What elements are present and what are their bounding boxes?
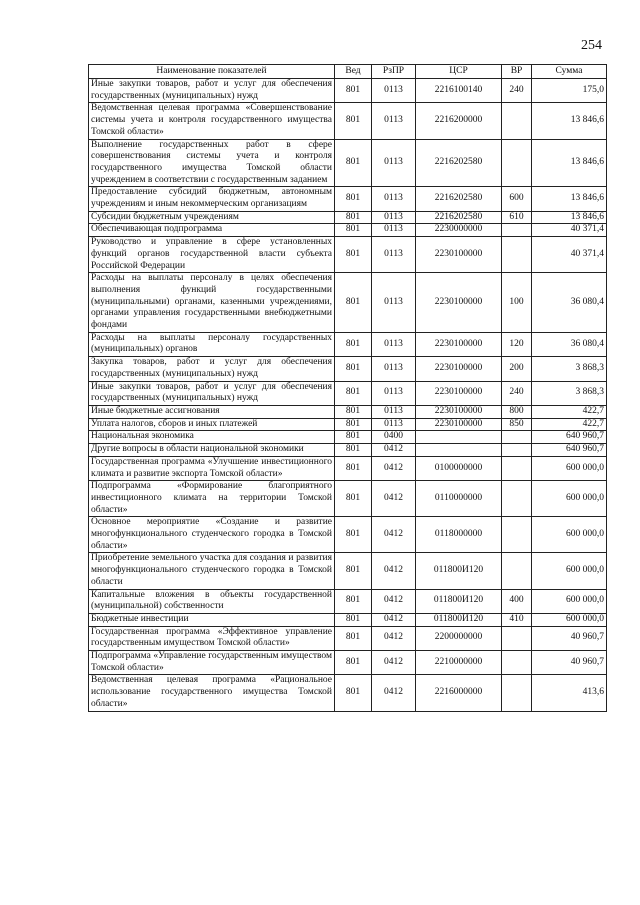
table-row [89,553,607,589]
cell-csr: 011800И120 [416,553,502,589]
cell-rzpr: 0113 [372,332,416,356]
cell-ved: 801 [335,418,372,431]
cell-sum: 13 846,6 [532,187,607,211]
cell-csr: 2230100000 [416,405,502,418]
cell-vr [502,626,532,650]
cell-sum: 175,0 [532,79,607,103]
cell-csr: 0110000000 [416,481,502,517]
cell-csr: 2216202580 [416,187,502,211]
cell-ved: 801 [335,651,372,675]
cell-vr [502,431,532,444]
cell-name: Закупка товаров, работ и услуг для обеспечения государственных (муниципальных) нужд [89,357,335,381]
header-rzpr: РзПР [372,65,416,79]
cell-vr [502,444,532,457]
cell-ved: 801 [335,517,372,553]
cell-vr: 610 [502,211,532,224]
cell-sum: 413,6 [532,675,607,711]
cell-rzpr: 0412 [372,481,416,517]
cell-vr [502,139,532,187]
cell-csr: 2216202580 [416,139,502,187]
cell-rzpr: 0412 [372,444,416,457]
table-row [89,224,607,237]
cell-sum: 40 371,4 [532,224,607,237]
cell-sum: 40 960,7 [532,626,607,650]
cell-vr: 200 [502,357,532,381]
cell-sum: 600 000,0 [532,456,607,480]
cell-vr [502,675,532,711]
cell-name: Приобретение земельного участка для создания и развития многофункционального студенческого городка в Томской области [89,553,335,589]
cell-name: Расходы на выплаты персоналу в целях обеспечения выполнения функций государственными (муниципальными) органами, казенными учреждениями, органами управления государственными внебюджетными фондами [89,273,335,333]
table-row [89,187,607,211]
table-row [89,79,607,103]
cell-ved: 801 [335,224,372,237]
cell-ved: 801 [335,553,372,589]
cell-vr [502,481,532,517]
cell-ved: 801 [335,187,372,211]
cell-ved: 801 [335,613,372,626]
cell-ved: 801 [335,675,372,711]
cell-csr: 0100000000 [416,456,502,480]
cell-vr [502,224,532,237]
table-row [89,431,607,444]
cell-ved: 801 [335,79,372,103]
cell-sum: 600 000,0 [532,481,607,517]
cell-rzpr: 0412 [372,613,416,626]
table-row [89,589,607,613]
cell-ved: 801 [335,357,372,381]
cell-csr: 2230100000 [416,237,502,273]
table-row [89,273,607,333]
cell-vr [502,103,532,139]
cell-sum: 640 960,7 [532,444,607,457]
header-csr: ЦСР [416,65,502,79]
table-row [89,675,607,711]
header-sum: Сумма [532,65,607,79]
cell-rzpr: 0412 [372,589,416,613]
cell-rzpr: 0412 [372,651,416,675]
cell-csr: 2230100000 [416,357,502,381]
table-row [89,237,607,273]
table-row [89,418,607,431]
cell-sum: 422,7 [532,418,607,431]
cell-name: Другие вопросы в области национальной экономики [89,444,335,457]
cell-rzpr: 0113 [372,273,416,333]
table-row [89,651,607,675]
cell-name: Руководство и управление в сфере установленных функций органов государственной власти субъекта Российской Федерации [89,237,335,273]
cell-ved: 801 [335,456,372,480]
cell-name: Подпрограмма «Управление государственным имуществом Томской области» [89,651,335,675]
table-row [89,405,607,418]
cell-name: Расходы на выплаты персоналу государственных (муниципальных) органов [89,332,335,356]
cell-csr: 2230100000 [416,332,502,356]
cell-csr: 2230100000 [416,273,502,333]
cell-vr: 410 [502,613,532,626]
cell-rzpr: 0113 [372,211,416,224]
cell-csr: 2230100000 [416,418,502,431]
cell-csr: 2200000000 [416,626,502,650]
cell-ved: 801 [335,405,372,418]
cell-rzpr: 0113 [372,224,416,237]
cell-ved: 801 [335,444,372,457]
cell-rzpr: 0113 [372,79,416,103]
cell-name: Основное мероприятие «Создание и развитие многофункционального студенческого городка в Томской области» [89,517,335,553]
cell-csr: 2216100140 [416,79,502,103]
cell-vr [502,237,532,273]
table-row [89,211,607,224]
cell-name: Иные бюджетные ассигнования [89,405,335,418]
table-row [89,481,607,517]
table-row [89,357,607,381]
cell-sum: 36 080,4 [532,332,607,356]
cell-csr: 2210000000 [416,651,502,675]
cell-rzpr: 0400 [372,431,416,444]
cell-vr [502,651,532,675]
cell-rzpr: 0412 [372,553,416,589]
cell-vr: 800 [502,405,532,418]
table-row [89,444,607,457]
cell-rzpr: 0113 [372,139,416,187]
cell-name: Иные закупки товаров, работ и услуг для обеспечения государственных (муниципальных) нужд [89,79,335,103]
cell-csr: 2216000000 [416,675,502,711]
cell-vr: 400 [502,589,532,613]
cell-csr: 2216200000 [416,103,502,139]
cell-rzpr: 0412 [372,675,416,711]
cell-ved: 801 [335,139,372,187]
header-ved: Вед [335,65,372,79]
cell-csr: 011800И120 [416,589,502,613]
cell-name: Ведомственная целевая программа «Совершенствование системы учета и контроля государственного имущества Томской области» [89,103,335,139]
cell-name: Ведомственная целевая программа «Рациональное использование государственного имущества Томской области» [89,675,335,711]
cell-sum: 13 846,6 [532,211,607,224]
cell-ved: 801 [335,589,372,613]
cell-vr [502,456,532,480]
cell-vr: 850 [502,418,532,431]
header-name: Наименование показателей [89,65,335,79]
table-header-row [89,65,607,79]
table-row [89,103,607,139]
cell-sum: 3 868,3 [532,357,607,381]
budget-table [88,64,607,712]
cell-name: Национальная экономика [89,431,335,444]
cell-csr [416,444,502,457]
cell-name: Государственная программа «Улучшение инвестиционного климата и развитие экспорта Томской области» [89,456,335,480]
cell-rzpr: 0113 [372,405,416,418]
cell-sum: 36 080,4 [532,273,607,333]
cell-ved: 801 [335,103,372,139]
cell-name: Государственная программа «Эффективное управление государственным имуществом Томской области» [89,626,335,650]
cell-vr [502,517,532,553]
cell-rzpr: 0412 [372,456,416,480]
table-row [89,517,607,553]
cell-ved: 801 [335,481,372,517]
cell-sum: 600 000,0 [532,613,607,626]
cell-csr [416,431,502,444]
cell-csr: 2230100000 [416,381,502,405]
cell-vr: 120 [502,332,532,356]
cell-rzpr: 0113 [372,103,416,139]
cell-sum: 600 000,0 [532,589,607,613]
table-row [89,626,607,650]
cell-ved: 801 [335,273,372,333]
cell-csr: 2216202580 [416,211,502,224]
cell-ved: 801 [335,332,372,356]
cell-name: Выполнение государственных работ в сфере совершенствования системы учета и контроля государственного имущества Томской области учреждением в соответствии с государственным заданием [89,139,335,187]
table-row [89,332,607,356]
cell-vr: 240 [502,79,532,103]
cell-rzpr: 0113 [372,187,416,211]
cell-csr: 2230000000 [416,224,502,237]
cell-ved: 801 [335,626,372,650]
cell-name: Предоставление субсидий бюджетным, автономным учреждениям и иным некоммерческим организациям [89,187,335,211]
cell-name: Уплата налогов, сборов и иных платежей [89,418,335,431]
cell-ved: 801 [335,211,372,224]
cell-ved: 801 [335,381,372,405]
cell-sum: 13 846,6 [532,139,607,187]
cell-sum: 600 000,0 [532,553,607,589]
header-vr: ВР [502,65,532,79]
table-row [89,139,607,187]
cell-vr [502,553,532,589]
cell-rzpr: 0412 [372,517,416,553]
cell-sum: 600 000,0 [532,517,607,553]
cell-sum: 640 960,7 [532,431,607,444]
cell-rzpr: 0412 [372,626,416,650]
cell-name: Субсидии бюджетным учреждениям [89,211,335,224]
cell-rzpr: 0113 [372,381,416,405]
cell-vr: 600 [502,187,532,211]
cell-name: Капитальные вложения в объекты государственной (муниципальной) собственности [89,589,335,613]
cell-ved: 801 [335,431,372,444]
cell-csr: 0118000000 [416,517,502,553]
table-row [89,613,607,626]
table-row [89,381,607,405]
cell-name: Иные закупки товаров, работ и услуг для обеспечения государственных (муниципальных) нужд [89,381,335,405]
cell-name: Подпрограмма «Формирование благоприятного инвестиционного климата на территории Томской области» [89,481,335,517]
cell-vr: 100 [502,273,532,333]
table-row [89,456,607,480]
cell-sum: 40 371,4 [532,237,607,273]
cell-sum: 422,7 [532,405,607,418]
cell-sum: 13 846,6 [532,103,607,139]
table-body [89,79,607,712]
cell-sum: 3 868,3 [532,381,607,405]
cell-sum: 40 960,7 [532,651,607,675]
cell-rzpr: 0113 [372,237,416,273]
cell-rzpr: 0113 [372,418,416,431]
cell-ved: 801 [335,237,372,273]
page-number: 254 [581,38,602,53]
cell-rzpr: 0113 [372,357,416,381]
cell-vr: 240 [502,381,532,405]
cell-csr: 011800И120 [416,613,502,626]
cell-name: Обеспечивающая подпрограмма [89,224,335,237]
cell-name: Бюджетные инвестиции [89,613,335,626]
